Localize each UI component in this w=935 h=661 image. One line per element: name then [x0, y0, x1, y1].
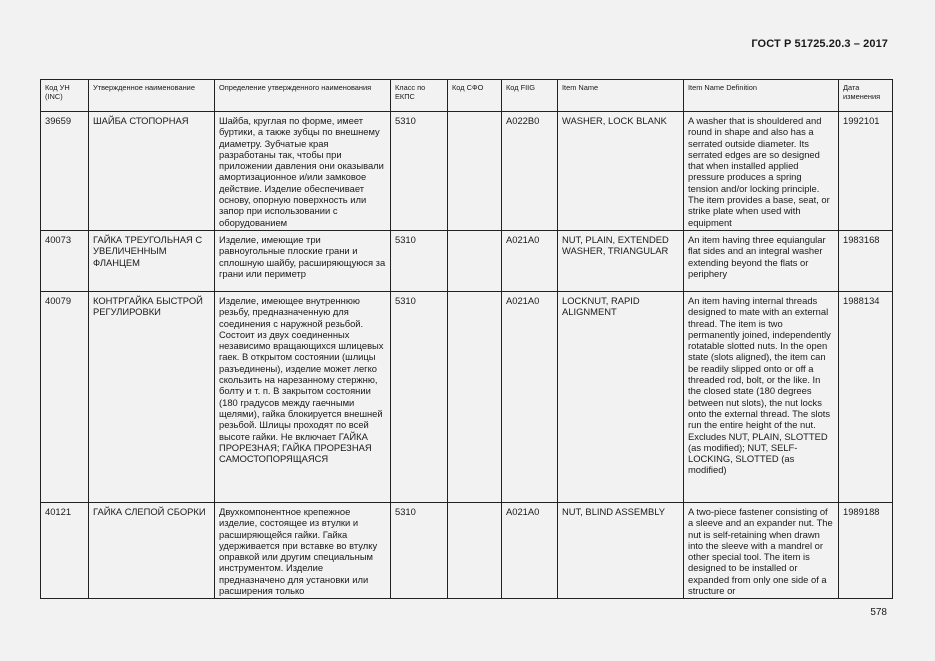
col-header-fiig-code: Код FIIG [502, 80, 558, 112]
cell-ekps-class: 5310 [391, 112, 448, 231]
cell-sfo-code [448, 230, 502, 291]
cell-approved-name: КОНТРГАЙКА БЫСТРОЙ РЕГУЛИРОВКИ [89, 291, 215, 502]
cell-change-date: 1992101 [839, 112, 893, 231]
items-table [40, 79, 893, 599]
col-header-inc: Код УН (INC) [41, 80, 89, 112]
table-row [41, 502, 893, 598]
cell-ekps-class: 5310 [391, 291, 448, 502]
cell-change-date: 1983168 [839, 230, 893, 291]
cell-change-date: 1989188 [839, 502, 893, 598]
cell-item-name: WASHER, LOCK BLANK [558, 112, 684, 231]
col-header-approved-name: Утвержденное наименование [89, 80, 215, 112]
cell-fiig-code: A021A0 [502, 291, 558, 502]
cell-ekps-class: 5310 [391, 230, 448, 291]
cell-item-name: NUT, PLAIN, EXTENDED WASHER, TRIANGULAR [558, 230, 684, 291]
col-header-ekps-class: Класс по ЕКПС [391, 80, 448, 112]
table-row [41, 230, 893, 291]
table-header-row [41, 80, 893, 112]
cell-item-name: NUT, BLIND ASSEMBLY [558, 502, 684, 598]
cell-item-name-definition: A two-piece fastener consisting of a sleeve and an expander nut. The nut is self-retaining when drawn into the sleeve with a mandrel or other special tool. The item is designed to be installed or expanded from only one side of a structure or [684, 502, 839, 598]
cell-item-name: LOCKNUT, RAPID ALIGNMENT [558, 291, 684, 502]
cell-inc: 39659 [41, 112, 89, 231]
cell-approved-name: ШАЙБА СТОПОРНАЯ [89, 112, 215, 231]
table-row [41, 291, 893, 502]
col-header-item-name-definition: Item Name Definition [684, 80, 839, 112]
col-header-definition: Определение утвержденного наименования [215, 80, 391, 112]
cell-fiig-code: A021A0 [502, 230, 558, 291]
col-header-item-name: Item Name [558, 80, 684, 112]
cell-approved-name: ГАЙКА ТРЕУГОЛЬНАЯ С УВЕЛИЧЕННЫМ ФЛАНЦЕМ [89, 230, 215, 291]
cell-definition: Изделие, имеющее внутреннюю резьбу, предназначенную для соединения с наружной резьбой. Состоит из двух соединенных независимо вращающихся шлицевых гаек. В открытом состоянии (шлицы разъединены), изделие может легко скользить на нарезанному стержню, болту и т. п. В закрытом состоянии (180 градусов между гаечными щелями), гайка блокируется внешней резьбой. Шлицы проходят по всей высоте гайки. Не включает ГАЙКА ПРОРЕЗНАЯ; ГАЙКА ПРОРЕЗНАЯ САМОСТОПОРЯЩАЯСЯ [215, 291, 391, 502]
document-code: ГОСТ Р 51725.20.3 – 2017 [751, 38, 888, 50]
cell-approved-name: ГАЙКА СЛЕПОЙ СБОРКИ [89, 502, 215, 598]
cell-item-name-definition: An item having three equiangular flat sides and an integral washer extending beyond the flats or periphery [684, 230, 839, 291]
cell-sfo-code [448, 502, 502, 598]
page-number: 578 [870, 607, 887, 618]
cell-item-name-definition: An item having internal threads designed to mate with an external thread. The item is two permanently joined, independently rotatable slotted nuts. In the open state (slots aligned), the item can be readily slipped onto or off a threaded rod, bolt, or the like. In the closed state (180 degrees between nut slots), the nut locks onto the external thread. The slots run the entire height of the nut. Excludes NUT, PLAIN, SLOTTED (as modified); NUT, SELF-LOCKING, SLOTTED (as modified) [684, 291, 839, 502]
cell-inc: 40079 [41, 291, 89, 502]
table-row [41, 112, 893, 231]
cell-ekps-class: 5310 [391, 502, 448, 598]
cell-item-name-definition: A washer that is shouldered and round in shape and also has a serrated outside diameter. Its serrated edges are so designed that when installed applied pressure produces a spring tension and/or locking principle. The item provides a base, seat, or strike plate when used with equipment [684, 112, 839, 231]
cell-sfo-code [448, 112, 502, 231]
cell-sfo-code [448, 291, 502, 502]
cell-inc: 40121 [41, 502, 89, 598]
cell-change-date: 1988134 [839, 291, 893, 502]
cell-definition: Изделие, имеющие три равноугольные плоские грани и сплошную шайбу, расширяющуюся за грани или периметр [215, 230, 391, 291]
cell-definition: Двухкомпонентное крепежное изделие, состоящее из втулки и расширяющейся гайки. Гайка удерживается при вставке во втулку оправкой или другим специальным инструментом. Изделие предназначено для установки или расширения только [215, 502, 391, 598]
cell-fiig-code: A022B0 [502, 112, 558, 231]
cell-definition: Шайба, круглая по форме, имеет буртики, а также зубцы по внешнему диаметру. Зубчатые края разработаны так, чтобы при приложении давления они оказывали амортизационное и/или замковое действие. Изделие обеспечивает основу, опорную поверхность или запор при использовании с оборудованием [215, 112, 391, 231]
cell-fiig-code: A021A0 [502, 502, 558, 598]
col-header-change-date: Дата изменения [839, 80, 893, 112]
cell-inc: 40073 [41, 230, 89, 291]
col-header-sfo-code: Код СФО [448, 80, 502, 112]
